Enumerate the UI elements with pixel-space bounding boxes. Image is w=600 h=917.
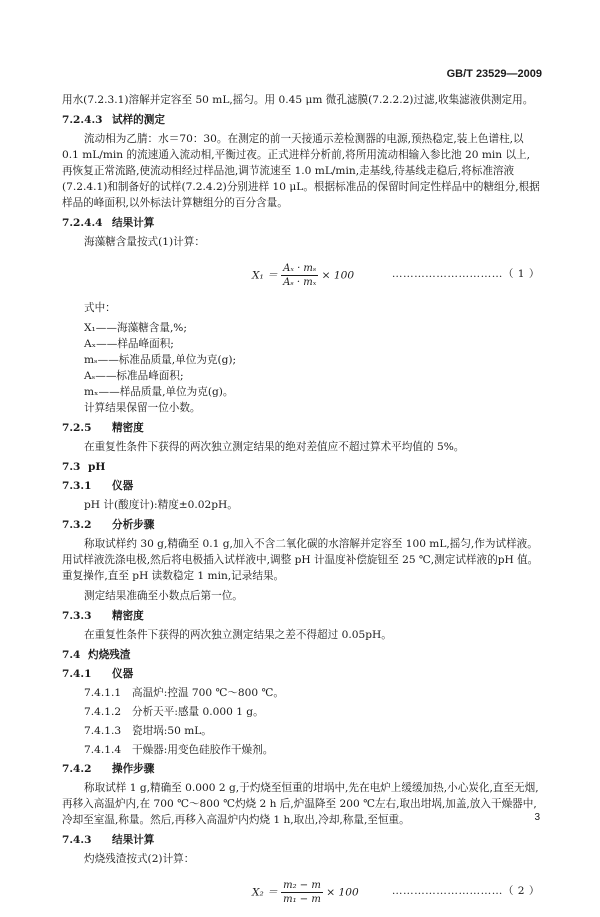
where-label: 式中： xyxy=(84,302,116,314)
definition-item: Aₓ——样品峰面积; xyxy=(84,338,174,350)
formula-2 xyxy=(62,871,540,913)
section-number: 7.4.3 xyxy=(62,834,92,846)
section-title: 仪器 xyxy=(112,480,134,492)
formula-intro: 灼烧残渣按式(2)计算： xyxy=(84,853,195,865)
section-number: 7.3 xyxy=(62,461,81,473)
paragraph: pH 计(酸度计):精度±0.02pH。 xyxy=(84,499,238,511)
section-number: 7.4.2 xyxy=(62,763,92,775)
section-title: 结果计算 xyxy=(112,217,155,229)
formula-lhs: X₂ ＝ xyxy=(252,886,278,899)
section-title: 精密度 xyxy=(112,422,144,434)
section-title: pH xyxy=(88,461,106,473)
section-heading xyxy=(62,215,540,231)
section-number: 7.3.3 xyxy=(62,610,92,622)
section-title: 灼烧残渣 xyxy=(88,649,131,661)
formula-expression xyxy=(252,262,354,289)
section-heading xyxy=(62,112,540,128)
formula-intro: 海藻糖含量按式(1)计算： xyxy=(84,236,205,248)
section-number: 7.2.5 xyxy=(62,422,92,434)
paragraph: 称取试样 1 g,精确至 0.000 2 g,于灼烧至恒重的坩埚中,先在电炉上缓缓加热,小心炭化,直至无烟,再移入高温炉内,在 700 ℃～800 ℃灼烧 2 h 后,炉温降至 200 ℃左右,取出坩埚,加盖,放入干燥器中,冷却至室温,称量。然后,再移入高温炉内灼烧 1 h,取出,冷却,称量,至恒重。 xyxy=(62,782,539,826)
section-number: 7.3.2 xyxy=(62,519,92,531)
section-number: 7.2.4.4 xyxy=(62,217,103,229)
list-item xyxy=(62,685,540,701)
item-text: 干燥器:用变色硅胶作干燥剂。 xyxy=(132,744,274,756)
list-item xyxy=(62,742,540,758)
paragraph: 测定结果准确至小数点后第一位。 xyxy=(84,590,243,602)
formula-denominator: Aₛ · mₓ xyxy=(283,277,317,288)
formula-fraction xyxy=(281,879,323,906)
paragraph: 计算结果保留一位小数。 xyxy=(84,402,201,414)
section-title: 仪器 xyxy=(112,668,134,680)
section-heading xyxy=(62,666,540,682)
section-title: 操作步骤 xyxy=(112,763,155,775)
section-heading xyxy=(62,761,540,777)
section-heading xyxy=(62,647,540,663)
paragraph: 流动相为乙腈：水＝70：30。在测定的前一天接通示差检测器的电源,预热稳定,装上色谱柱,以 0.1 mL/min 的流速通入流动相,平衡过夜。正式进样分析前,将所用流动相输入参比池 20 min 以上,再恢复正常流路,使流动相经过样品池,调节流速至 1.0 mL/min,走基线,待基线走稳后,将标准溶液(7.2.4.1)和制备好的试样(7.2.4.2)分别进样 10 μL。根据标准品的保留时间定性样品中的糖组分,根据样品的峰面积,以外标法计算糖组分的百分含量。 xyxy=(62,133,540,209)
formula-tail: × 100 xyxy=(321,269,355,282)
page-number: 3 xyxy=(534,812,540,823)
item-number: 7.4.1.4 xyxy=(84,744,122,756)
definition-list xyxy=(62,320,540,400)
item-text: 分析天平:感量 0.000 1 g。 xyxy=(132,706,264,718)
definition-item: mₓ——样品质量,单位为克(g)。 xyxy=(84,386,234,398)
formula-tail: × 100 xyxy=(326,886,359,899)
item-number: 7.4.1.3 xyxy=(84,725,122,737)
section-title: 分析步骤 xyxy=(112,519,155,531)
formula-fraction xyxy=(281,262,318,289)
section-title: 结果计算 xyxy=(112,834,155,846)
paragraph: 在重复性条件下获得的两次独立测定结果之差不得超过 0.05pH。 xyxy=(84,629,392,641)
section-number: 7.4 xyxy=(62,649,81,661)
item-number: 7.4.1.2 xyxy=(84,706,122,718)
item-text: 高温炉:控温 700 ℃～800 ℃。 xyxy=(132,687,284,699)
item-number: 7.4.1.1 xyxy=(84,687,122,699)
section-heading xyxy=(62,832,540,848)
paragraph: 称取试样约 30 g,精确至 0.1 g,加入不含二氧化碳的水溶解并定容至 100 mL,摇匀,作为试样液。用试样液洗涤电极,然后将电极插入试样液中,调整 pH 计温度补偿旋钮至 25 ℃,测定试样液的pH 值。重复操作,直至 pH 读数稳定 1 min,记录结果。 xyxy=(62,538,539,582)
formula-expression xyxy=(252,879,359,906)
formula-denominator: m₁ − m xyxy=(283,894,321,905)
definition-item: Aₛ——标准品峰面积; xyxy=(84,370,184,382)
definition-item: X₁——海藻糖含量,%; xyxy=(84,322,187,334)
list-item xyxy=(62,704,540,720)
section-heading xyxy=(62,517,540,533)
section-number: 7.2.4.3 xyxy=(62,114,103,126)
formula-number: …………………………（ 2 ） xyxy=(391,885,540,897)
standard-number: GB/T 23529—2009 xyxy=(446,68,542,80)
section-title: 试样的测定 xyxy=(112,114,165,126)
formula-1 xyxy=(62,254,540,296)
formula-numerator: m₂ − m xyxy=(283,880,321,891)
section-number: 7.4.1 xyxy=(62,668,92,680)
section-title: 精密度 xyxy=(112,610,144,622)
list-item xyxy=(62,723,540,739)
paragraph: 用水(7.2.3.1)溶解并定容至 50 mL,摇匀。用 0.45 μm 微孔滤膜(7.2.2.2)过滤,收集滤液供测定用。 xyxy=(62,94,534,106)
section-heading xyxy=(62,459,540,475)
formula-numerator: Aₓ · mₛ xyxy=(283,263,317,274)
formula-lhs: X₁ ＝ xyxy=(252,269,278,282)
section-heading xyxy=(62,478,540,494)
item-text: 瓷坩埚:50 mL。 xyxy=(132,725,212,737)
section-heading xyxy=(62,608,540,624)
section-number: 7.3.1 xyxy=(62,480,92,492)
formula-number: …………………………（ 1 ） xyxy=(391,268,540,280)
paragraph: 在重复性条件下获得的两次独立测定结果的绝对差值应不超过算术平均值的 5%。 xyxy=(84,441,465,453)
definition-item: mₛ——标准品质量,单位为克(g); xyxy=(84,354,237,366)
document-body xyxy=(62,92,540,917)
section-heading xyxy=(62,420,540,436)
instrument-list xyxy=(62,685,540,758)
